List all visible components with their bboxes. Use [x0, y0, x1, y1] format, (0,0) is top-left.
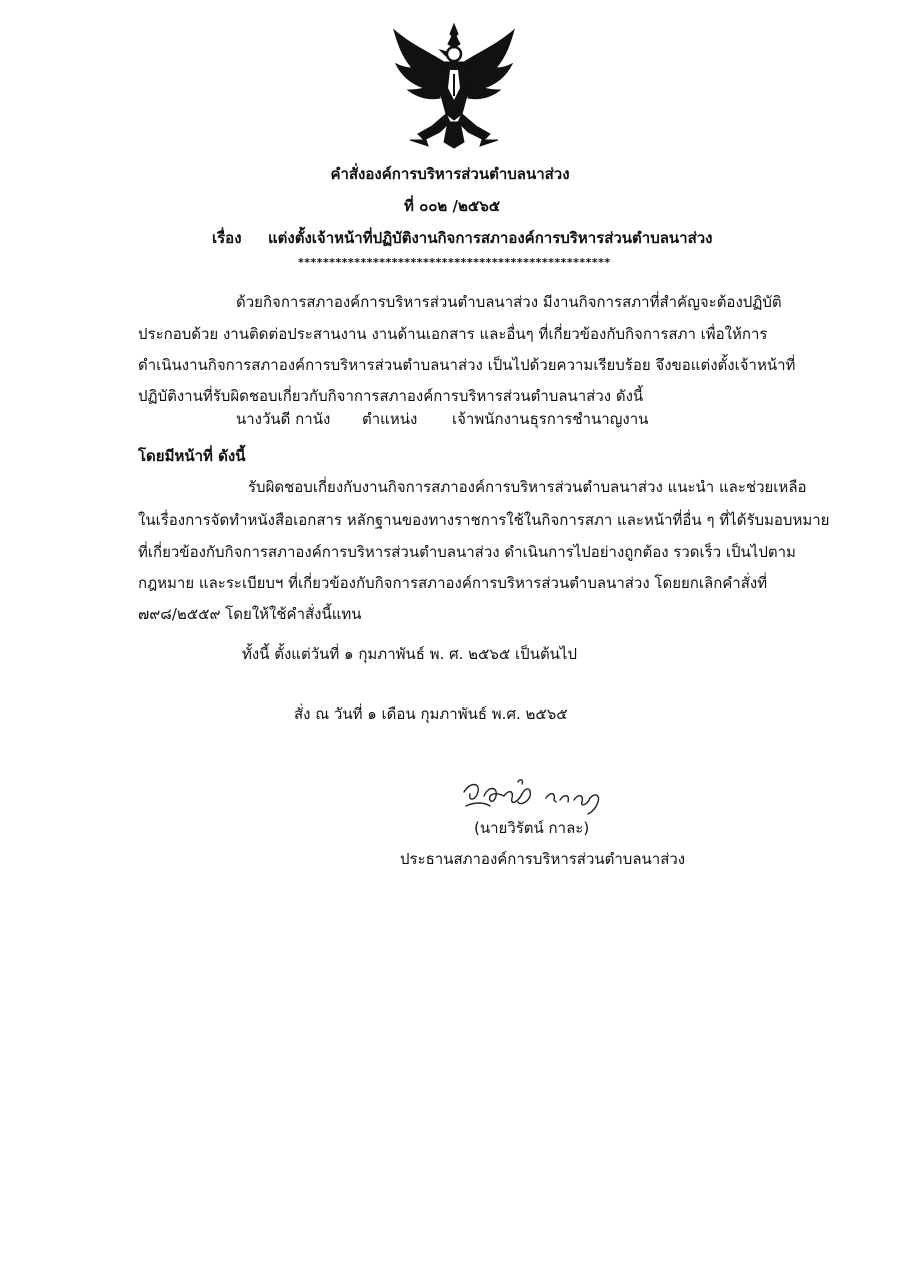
- duties-line4: กฎหมาย และระเบียบฯ ที่เกี่ยวข้องกับกิจการสภาองค์การบริหารส่วนตำบลนาส่วง โดยยกเลิกคำสั่งที่: [138, 574, 768, 592]
- garuda-emblem-icon: [388, 22, 520, 150]
- appointee-position-label: ตำแหน่ง: [362, 410, 418, 428]
- separator-stars: **************************************************: [298, 256, 611, 269]
- subject-label: เรื่อง: [212, 229, 242, 247]
- para1-line1: ด้วยกิจการสภาองค์การบริหารส่วนตำบลนาส่วง มีงานกิจการสภาที่สำคัญจะต้องปฏิบัติ: [236, 293, 782, 311]
- para1-line4: ปฏิบัติงานที่รับผิดชอบเกี่ยวกับกิจาการสภาองค์การบริหารส่วนตำบลนาส่วง ดังนี้: [138, 387, 644, 405]
- subject-text: แต่งตั้งเจ้าหน้าที่ปฏิบัติงานกิจการสภาองค์การบริหารส่วนตำบลนาส่วง: [268, 229, 713, 247]
- duties-line2: ในเรื่องการจัดทำหนังสือเอกสาร หลักฐานของทางราชการใช้ในกิจการสภา และหน้าที่อื่น ๆ ที่ได้รับมอบหมาย: [138, 511, 830, 529]
- para1-line3: ดำเนินงานกิจการสภาองค์การบริหารส่วนตำบลนาส่วง เป็นไปด้วยความเรียบร้อย จึงขอแต่งตั้งเจ้าหน้าที่: [138, 356, 796, 374]
- duties-line1: รับผิดชอบเกี่ยงกับงานกิจการสภาองค์การบริหารส่วนตำบลนาส่วง แนะนำ และช่วยเหลือ: [248, 478, 807, 496]
- duties-line5: ๗๙๘/๒๕๕๙ โดยให้ใช้คำสั่งนี้แทน: [138, 605, 362, 623]
- order-title: คำสั่งองค์การบริหารส่วนตำบลนาส่วง: [330, 165, 570, 183]
- signatory-name: (นายวิรัตน์ กาละ): [474, 819, 590, 837]
- appointee-name: นางวันดี กานัง: [236, 410, 331, 428]
- ordered-date: สั่ง ณ วันที่ ๑ เดือน กุมภาพันธ์ พ.ศ. ๒๕๖๕: [294, 705, 568, 723]
- effective-date: ทั้งนี้ ตั้งแต่วันที่ ๑ กุมภาพันธ์ พ. ศ. ๒๕๖๕ เป็นต้นไป: [242, 645, 578, 663]
- duties-line3: ที่เกี่ยวข้องกับกิจการสภาองค์การบริหารส่วนตำบลนาส่วง ดำเนินการไปอย่างถูกต้อง รวดเร็ว เป็นไปตาม: [138, 543, 796, 561]
- signatory-title: ประธานสภาองค์การบริหารส่วนตำบลนาส่วง: [400, 850, 686, 868]
- para1-line2: ประกอบด้วย งานติดต่อประสานงาน งานด้านเอกสาร และอื่นๆ ที่เกี่ยวข้องกับกิจการสภา เพื่อให้การ: [138, 325, 768, 343]
- handwritten-signature: [460, 772, 620, 824]
- order-number: ที่ ๐๐๒ /๒๕๖๕: [404, 197, 501, 215]
- appointee-position: เจ้าพนักงานธุรการชำนาญงาน: [452, 410, 649, 428]
- duties-heading: โดยมีหน้าที่ ดังนี้: [138, 447, 246, 465]
